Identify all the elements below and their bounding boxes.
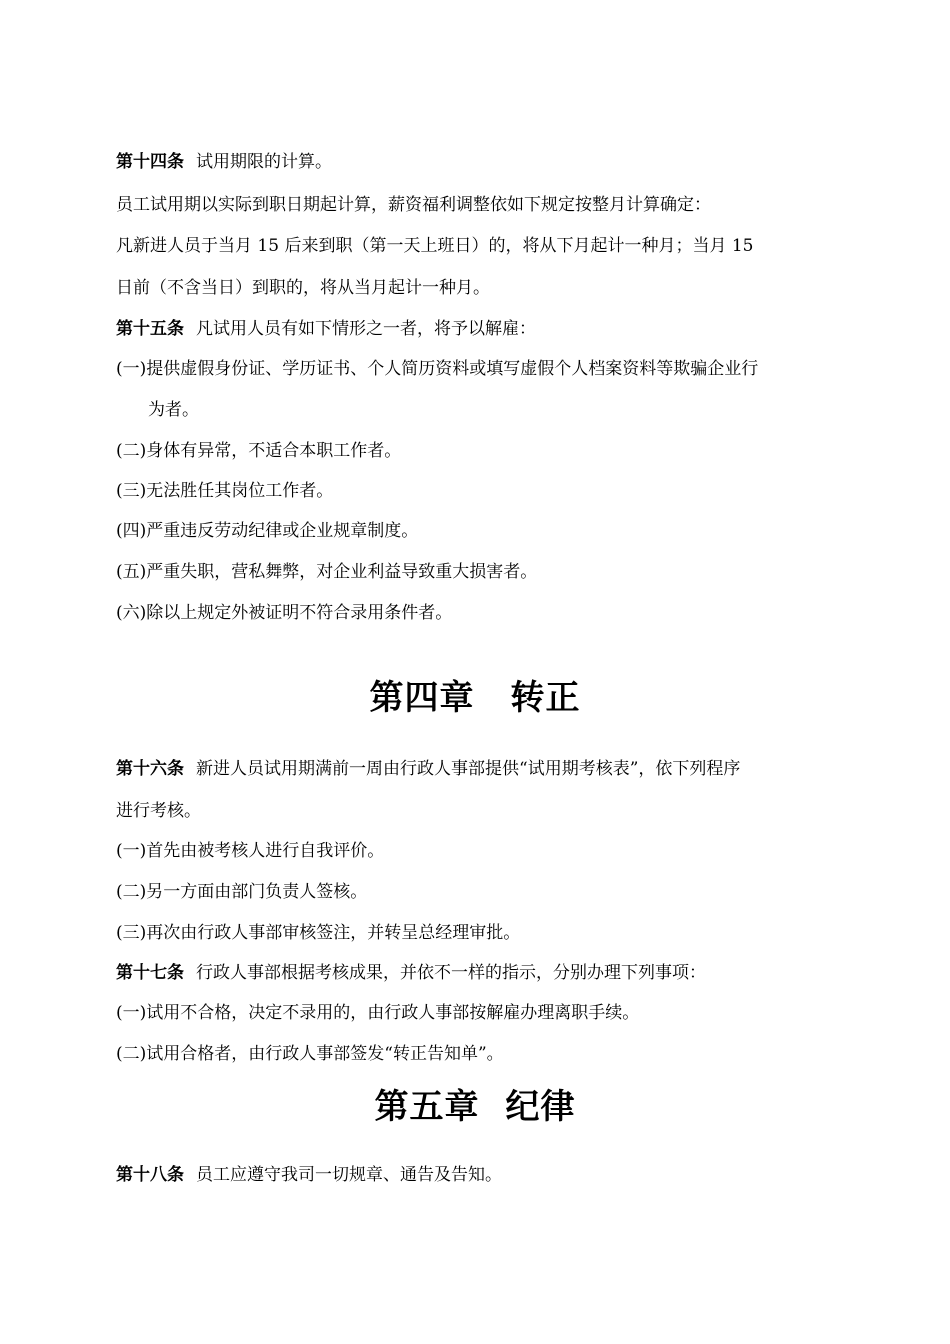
article-number: 第十四条 [116, 152, 184, 172]
list-item: (二)身体有异常，不适合本职工作者。 [116, 441, 402, 461]
chapter-4-title [0, 677, 950, 719]
chapter-number: 第五章 [374, 1087, 480, 1127]
list-item: (四)严重违反劳动纪律或企业规章制度。 [116, 521, 419, 541]
article-14-heading [116, 151, 850, 173]
article-title: 试用期限的计算。 [196, 152, 332, 172]
article-number: 第十五条 [116, 319, 184, 339]
article-16-heading [116, 758, 850, 780]
article-number: 第十六条 [116, 759, 184, 779]
chapter-5-title [0, 1086, 950, 1128]
list-item: (一)首先由被考核人进行自我评价。 [116, 841, 385, 861]
chapter-name: 纪律 [505, 1087, 576, 1127]
article-number: 第十七条 [116, 963, 184, 983]
article-17-heading [116, 962, 850, 984]
list-item: (二)试用合格者，由行政人事部签发“转正告知单”。 [116, 1044, 504, 1064]
list-item: (一)试用不合格，决定不录用的，由行政人事部按解雇办理离职手续。 [116, 1003, 640, 1023]
list-item: (五)严重失职，营私舞弊，对企业利益导致重大损害者。 [116, 562, 538, 582]
article-title: 新进人员试用期满前一周由行政人事部提供“试用期考核表”，依下列程序 [196, 759, 741, 779]
list-item: (一)提供虚假身份证、学历证书、个人简历资料或填写虚假个人档案资料等欺骗企业行 [116, 359, 759, 379]
chapter-number: 第四章 [369, 678, 475, 718]
list-item: (三)无法胜任其岗位工作者。 [116, 481, 334, 501]
paragraph: 日前（不含当日）到职的，将从当月起计一种月。 [116, 278, 490, 298]
article-title: 员工应遵守我司一切规章、通告及告知。 [196, 1165, 502, 1185]
list-item-continuation: 为者。 [148, 400, 199, 420]
list-item: (三)再次由行政人事部审核签注，并转呈总经理审批。 [116, 923, 521, 943]
article-15-heading [116, 318, 850, 340]
chapter-name: 转正 [510, 678, 581, 718]
article-18-heading [116, 1164, 850, 1186]
article-title: 行政人事部根据考核成果，并依不一样的指示，分别办理下列事项： [196, 963, 706, 983]
article-number: 第十八条 [116, 1165, 184, 1185]
paragraph: 凡新进人员于当月 15 后来到职（第一天上班日）的，将从下月起计一种月；当月 15 [116, 236, 754, 256]
article-title: 凡试用人员有如下情形之一者，将予以解雇： [196, 319, 536, 339]
list-item: (二)另一方面由部门负责人签核。 [116, 882, 368, 902]
paragraph: 进行考核。 [116, 801, 201, 821]
paragraph: 员工试用期以实际到职日期起计算，薪资福利调整依如下规定按整月计算确定： [116, 195, 711, 215]
list-item: (六)除以上规定外被证明不符合录用条件者。 [116, 603, 453, 623]
